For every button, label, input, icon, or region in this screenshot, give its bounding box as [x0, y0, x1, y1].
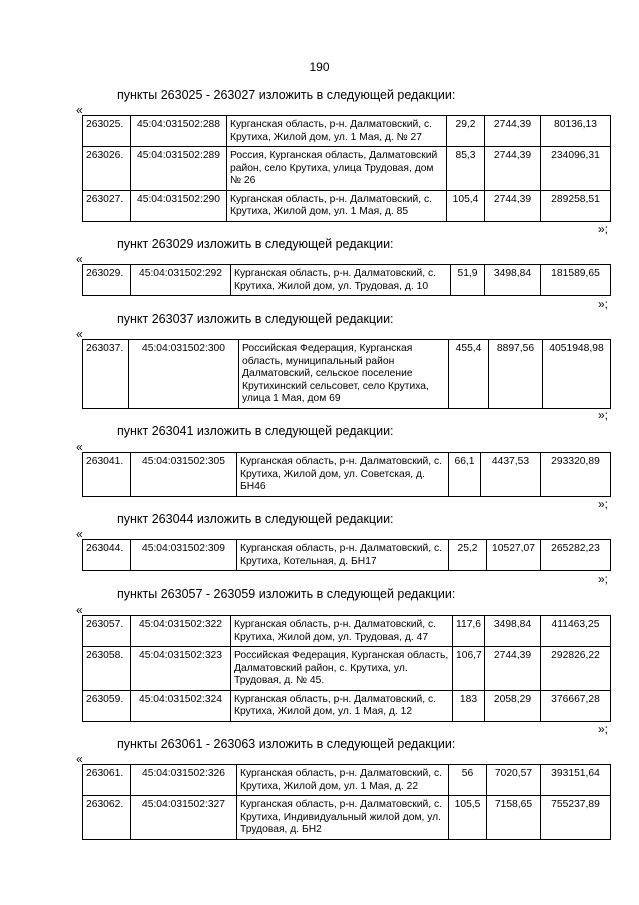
item-number: 263026.: [83, 147, 131, 191]
property-table: [82, 764, 611, 840]
address: Курганская область, р-н. Далматовский, с. Крутиха, Жилой дом, ул. 1 Мая, д. 12: [231, 690, 453, 721]
closing-quote: »;: [598, 297, 609, 311]
cadastral-value: 234096,31: [541, 147, 611, 191]
unit-value: 7158,65: [487, 796, 541, 840]
cadastral-number: 45:04:031502:288: [131, 116, 227, 147]
area: 183: [453, 690, 485, 721]
cadastral-value: 292826,22: [541, 647, 611, 691]
opening-quote: «: [76, 252, 83, 266]
area: 29,2: [447, 116, 485, 147]
table-row: [83, 190, 611, 221]
cadastral-number: 45:04:031502:300: [129, 340, 239, 409]
property-table: [82, 339, 611, 409]
cadastral-value: 376667,28: [541, 690, 611, 721]
item-number: 263062.: [83, 796, 131, 840]
address: Курганская область, р-н. Далматовский, с. Крутиха, Жилой дом, ул. Трудовая, д. 47: [231, 616, 453, 647]
table-row: [83, 796, 611, 840]
address: Российская Федерация, Курганская область, Далматовский район, с. Крутиха, ул. Трудовая, д. № 45.: [231, 647, 453, 691]
cadastral-number: 45:04:031502:324: [131, 690, 231, 721]
area: 117,6: [453, 616, 485, 647]
closing-quote: »;: [598, 408, 609, 422]
area: 85,3: [447, 147, 485, 191]
opening-quote: «: [76, 440, 83, 454]
area: 105,4: [447, 190, 485, 221]
table-row: [83, 647, 611, 691]
cadastral-number: 45:04:031502:290: [131, 190, 227, 221]
cadastral-number: 45:04:031502:323: [131, 647, 231, 691]
cadastral-number: 45:04:031502:327: [131, 796, 237, 840]
closing-quote: »;: [598, 222, 609, 236]
table-row: [83, 340, 611, 409]
table-row: [83, 116, 611, 147]
opening-quote: «: [76, 103, 83, 117]
section-heading: пункт 263041 изложить в следующей редакции:: [117, 424, 394, 438]
property-table: [82, 115, 611, 222]
cadastral-value: 265282,23: [541, 540, 611, 571]
area: 56: [449, 765, 487, 796]
area: 105,5: [449, 796, 487, 840]
item-number: 263058.: [83, 647, 131, 691]
section-heading: пункты 263057 - 263059 изложить в следующей редакции:: [117, 587, 456, 601]
item-number: 263027.: [83, 190, 131, 221]
unit-value: 4437,53: [481, 453, 541, 497]
item-number: 263037.: [83, 340, 129, 409]
address: Курганская область, р-н. Далматовский, с. Крутиха, Котельная, д. БН17: [237, 540, 449, 571]
unit-value: 10527,07: [487, 540, 541, 571]
address: Курганская область, р-н. Далматовский, с. Крутиха, Жилой дом, ул. Трудовая, д. 10: [231, 265, 451, 296]
cadastral-value: 293320,89: [541, 453, 611, 497]
cadastral-number: 45:04:031502:322: [131, 616, 231, 647]
table-row: [83, 453, 611, 497]
area: 66,1: [449, 453, 481, 497]
item-number: 263057.: [83, 616, 131, 647]
table-row: [83, 616, 611, 647]
address: Курганская область, р-н. Далматовский, с. Крутиха, Жилой дом, ул. 1 Мая, д. № 27: [227, 116, 447, 147]
section-heading: пункт 263029 изложить в следующей редакции:: [117, 237, 394, 251]
cadastral-number: 45:04:031502:305: [131, 453, 237, 497]
item-number: 263025.: [83, 116, 131, 147]
item-number: 263044.: [83, 540, 131, 571]
cadastral-value: 393151,64: [541, 765, 611, 796]
table-row: [83, 540, 611, 571]
cadastral-value: 80136,13: [541, 116, 611, 147]
closing-quote: »;: [598, 722, 609, 736]
unit-value: 7020,57: [487, 765, 541, 796]
area: 25,2: [449, 540, 487, 571]
unit-value: 2058,29: [485, 690, 541, 721]
unit-value: 2744,39: [485, 647, 541, 691]
unit-value: 3498,84: [485, 616, 541, 647]
page-number: 190: [309, 60, 330, 74]
opening-quote: «: [76, 752, 83, 766]
address: Российская Федерация, Курганская область, муниципальный район Далматовский, сельское поселение Крутихинский сельсовет, село Крутиха, улица 1 Мая, дом 69: [239, 340, 449, 409]
unit-value: 2744,39: [485, 116, 541, 147]
property-table: [82, 452, 611, 497]
item-number: 263059.: [83, 690, 131, 721]
closing-quote: »;: [598, 572, 609, 586]
cadastral-value: 289258,51: [541, 190, 611, 221]
section-heading: пункты 263025 - 263027 изложить в следующей редакции:: [117, 88, 456, 102]
cadastral-value: 4051948,98: [543, 340, 611, 409]
section-heading: пункт 263044 изложить в следующей редакции:: [117, 512, 394, 526]
cadastral-value: 755237,89: [541, 796, 611, 840]
cadastral-number: 45:04:031502:289: [131, 147, 227, 191]
opening-quote: «: [76, 327, 83, 341]
section-heading: пункт 263037 изложить в следующей редакции:: [117, 312, 394, 326]
address: Курганская область, р-н. Далматовский, с. Крутиха, Жилой дом, ул. 1 Мая, д. 85: [227, 190, 447, 221]
opening-quote: «: [76, 603, 83, 617]
cadastral-number: 45:04:031502:309: [131, 540, 237, 571]
unit-value: 8897,56: [489, 340, 543, 409]
area: 51,9: [451, 265, 485, 296]
cadastral-number: 45:04:031502:292: [131, 265, 231, 296]
opening-quote: «: [76, 527, 83, 541]
section-heading: пункты 263061 - 263063 изложить в следующей редакции:: [117, 737, 456, 751]
unit-value: 3498,84: [485, 265, 541, 296]
table-row: [83, 765, 611, 796]
property-table: [82, 264, 611, 296]
item-number: 263041.: [83, 453, 131, 497]
closing-quote: »;: [598, 497, 609, 511]
area: 455,4: [449, 340, 489, 409]
address: Россия, Курганская область, Далматовский район, село Крутиха, улица Трудовая, дом № 26: [227, 147, 447, 191]
cadastral-value: 411463,25: [541, 616, 611, 647]
item-number: 263029.: [83, 265, 131, 296]
item-number: 263061.: [83, 765, 131, 796]
property-table: [82, 539, 611, 571]
address: Курганская область, р-н. Далматовский, с. Крутиха, Жилой дом, ул. 1 Мая, д. 22: [237, 765, 449, 796]
cadastral-number: 45:04:031502:326: [131, 765, 237, 796]
cadastral-value: 181589,65: [541, 265, 611, 296]
unit-value: 2744,39: [485, 147, 541, 191]
address: Курганская область, р-н. Далматовский, с. Крутиха, Жилой дом, ул. Советская, д. БН46: [237, 453, 449, 497]
table-row: [83, 265, 611, 296]
address: Курганская область, р-н. Далматовский, с. Крутиха, Индивидуальный жилой дом, ул. Трудовая, д. БН2: [237, 796, 449, 840]
table-row: [83, 690, 611, 721]
table-row: [83, 147, 611, 191]
area: 106,7: [453, 647, 485, 691]
unit-value: 2744,39: [485, 190, 541, 221]
property-table: [82, 615, 611, 722]
